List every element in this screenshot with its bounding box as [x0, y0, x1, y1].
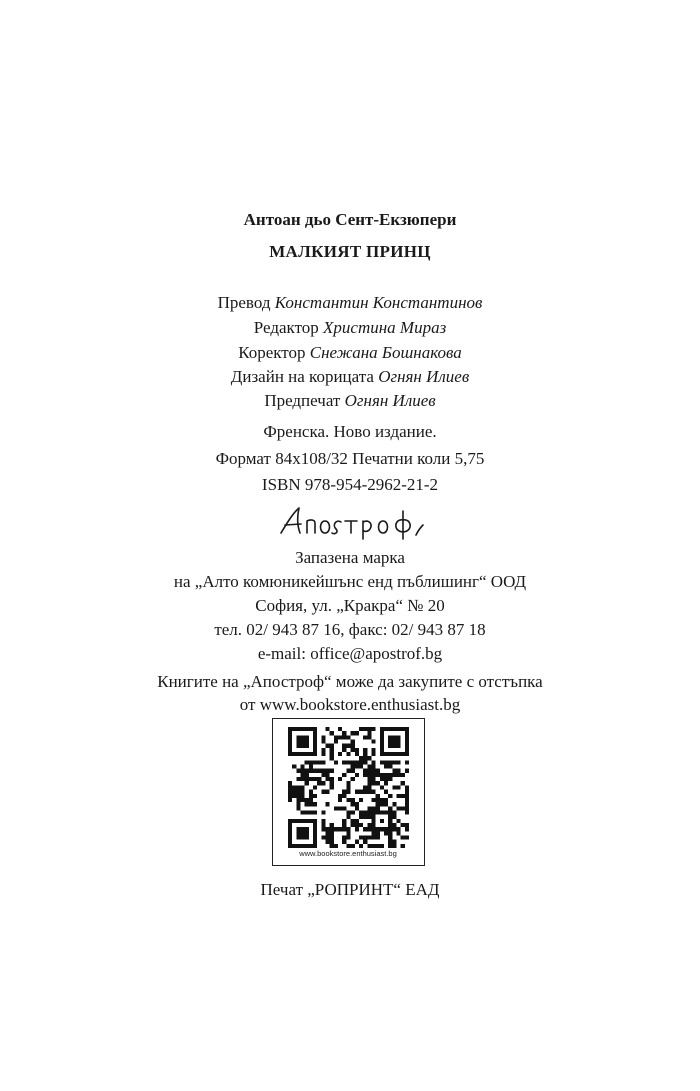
- credit-cover-design: Дизайн на корицата Огнян Илиев: [230, 367, 470, 386]
- company-line: на „Алто комюникейшънс енд пъблишинг“ ООД: [173, 572, 527, 591]
- isbn: ISBN 978-954-2962-21-2: [261, 475, 439, 494]
- author-name: Антоан дьо Сент-Екзюпери: [243, 210, 457, 229]
- qr-code-icon: [288, 727, 409, 848]
- credit-editor: Редактор Христина Мираз: [253, 318, 447, 337]
- book-title: МАЛКИЯТ ПРИНЦ: [269, 242, 431, 261]
- publisher-logo: [0, 505, 700, 541]
- printer-line: Печат „РОПРИНТ“ ЕАД: [260, 880, 440, 899]
- language-note: Френска. Ново издание.: [263, 422, 437, 441]
- format-line: Формат 84x108/32 Печатни коли 5,75: [215, 449, 485, 468]
- phone-line: тел. 02/ 943 87 16, факс: 02/ 943 87 18: [214, 620, 486, 639]
- trademark-line: Запазена марка: [295, 548, 405, 567]
- email-line: e-mail: office@apostrof.bg: [257, 644, 443, 663]
- discount-line-1: Книгите на „Апостроф“ може да закупите с отстъпка: [157, 672, 543, 691]
- credit-prepress: Предпечат Огнян Илиев: [264, 391, 436, 410]
- discount-line-2: от www.bookstore.enthusiast.bg: [239, 695, 461, 714]
- qr-caption: www.bookstore.enthusiast.bg: [299, 849, 397, 858]
- qr-code-box: [272, 718, 425, 866]
- credit-proofreader: Коректор Снежана Бошнакова: [238, 343, 462, 362]
- credit-translation: Превод Константин Константинов: [217, 293, 483, 312]
- address-line: София, ул. „Кракра“ № 20: [255, 596, 445, 615]
